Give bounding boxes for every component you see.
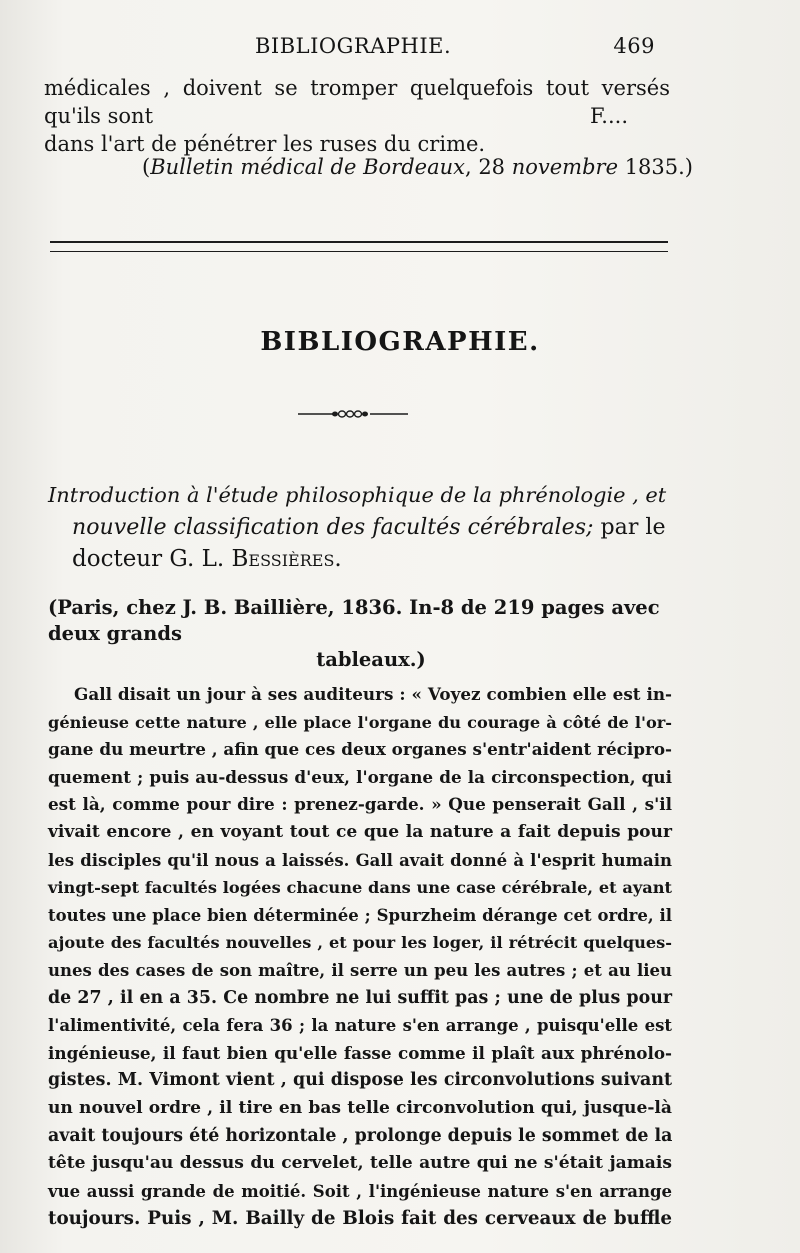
body-line: toujours. Puis , M. Bailly de Blois fait des cerveaux de buffle	[48, 1208, 672, 1230]
ornament-divider-icon	[298, 409, 408, 419]
citation-month: novembre	[511, 155, 619, 179]
source-citation	[142, 155, 693, 179]
body-line: avait toujours été horizontale , prolonge depuis le sommet de la	[48, 1125, 673, 1146]
publication-line: (Paris, chez J. B. Baillière, 1836. In-8 de 219 pages avec deux grands	[48, 596, 660, 645]
book-title	[48, 479, 668, 575]
body-line: de 27 , il en a 35. Ce nombre ne lui suffit pas ; une de plus pour	[48, 987, 672, 1008]
body-line: les disciples qu'il nous a laissés. Gall avait donné à l'esprit humain	[48, 850, 672, 870]
body-line: l'alimentivité, cela fera 36 ; la nature s'en arrange , puisqu'elle est	[48, 1016, 672, 1036]
body-line: unes des cases de son maître, il serre un peu les autres ; et au lieu	[48, 960, 672, 980]
running-header	[255, 34, 655, 58]
body-line: vue aussi grande de moitié. Soit , l'ingénieuse nature s'en arrange	[48, 1181, 672, 1201]
continuation-line: dans l'art de pénétrer les ruses du crime.	[44, 132, 486, 156]
body-line: vivait encore , en voyant tout ce que la nature a fait depuis pour	[48, 821, 672, 842]
page-number: 469	[613, 34, 655, 58]
book-title-continuation: nouvelle classification des facultés cérébrales;	[72, 514, 594, 540]
continuation-line: médicales , doivent se tromper quelquefois tout versés qu'ils sont	[44, 76, 670, 128]
citation-year: 1835.)	[618, 155, 694, 179]
citation-date: , 28	[464, 155, 512, 179]
body-line: gane du meurtre , afin que ces deux organes s'entr'aident récipro-	[48, 739, 672, 760]
publication-info	[48, 595, 674, 673]
body-line: toutes une place bien déterminée ; Spurzheim dérange cet ordre, il	[48, 905, 672, 925]
body-line: vingt-sept facultés logées chacune dans une case cérébrale, et ayant	[48, 878, 672, 898]
body-line: ingénieuse, il faut bien qu'elle fasse comme il plaît aux phrénolo-	[48, 1042, 672, 1063]
book-author	[48, 543, 668, 575]
running-title: BIBLIOGRAPHIE.	[255, 34, 452, 58]
publication-line-2: tableaux.)	[316, 648, 426, 671]
continuation-paragraph	[44, 74, 670, 158]
book-title-line-2	[48, 511, 668, 543]
body-line: génieuse cette nature , elle place l'organe du courage à côté de l'or-	[48, 712, 672, 732]
body-line: quement ; puis au-dessus d'eux, l'organe de la circonspection, qui	[48, 766, 672, 787]
section-title: BIBLIOGRAPHIE.	[260, 327, 540, 357]
body-line: Gall disait un jour à ses auditeurs : « Voyez combien elle est in-	[74, 684, 672, 704]
journal-name: Bulletin médical de Bordeaux	[150, 155, 465, 179]
book-title-line: Introduction à l'étude philosophique de la phrénologie , et	[48, 483, 667, 507]
citation-open: (	[142, 155, 151, 179]
review-body	[48, 681, 672, 1233]
book-by: par le	[593, 514, 666, 540]
author-signature: F....	[590, 104, 629, 128]
body-line: gistes. M. Vimont vient , qui dispose les circonvolutions suivant	[48, 1070, 672, 1091]
body-line: tête jusqu'au dessus du cervelet, telle autre qui ne s'était jamais	[48, 1153, 672, 1174]
body-line: un nouvel ordre , il tire en bas telle circonvolution qui, jusque-là	[48, 1097, 672, 1118]
author-surname: Bessières.	[231, 546, 342, 572]
author-prefix: docteur G. L.	[72, 546, 232, 572]
body-line: ajoute des facultés nouvelles , et pour les loger, il rétrécit quelques-	[48, 933, 672, 953]
body-line: est là, comme pour dire : prenez-garde. » Que penserait Gall , s'il	[48, 794, 672, 815]
double-rule-divider	[50, 241, 668, 252]
